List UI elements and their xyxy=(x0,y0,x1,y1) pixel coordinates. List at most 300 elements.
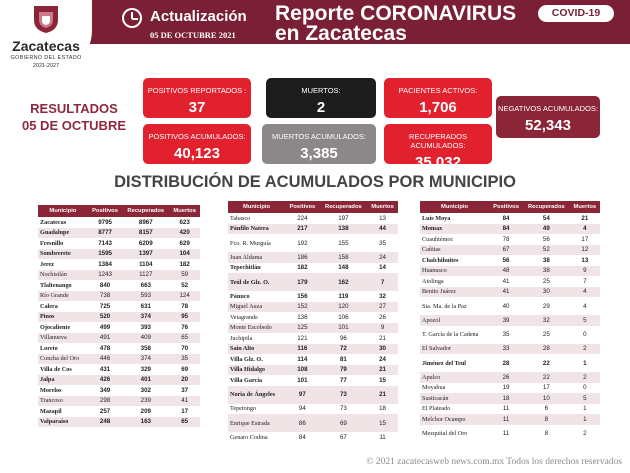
recovered-cell: 119 xyxy=(338,292,349,300)
municipality-name: Villanueva xyxy=(38,333,88,344)
municipality-name: Calera xyxy=(40,302,58,310)
clock-icon xyxy=(122,8,142,28)
positives-cell: 224 xyxy=(297,214,308,222)
table-row xyxy=(420,234,600,245)
deaths-cell: 26 xyxy=(379,313,386,321)
positives-cell: 48 xyxy=(489,266,523,277)
municipality-name: Trancoso xyxy=(38,396,88,407)
table-row xyxy=(228,404,398,415)
municipality-name: Luis Moya xyxy=(422,214,451,222)
municipality-name: Miguel Auza xyxy=(228,302,285,313)
recovered-cell: 162 xyxy=(320,273,367,291)
recovered-cell: 302 xyxy=(140,386,151,394)
municipality-name: Vetagrande xyxy=(230,313,258,321)
positives-cell: 725 xyxy=(99,302,111,310)
recovered-cell: 22 xyxy=(542,359,550,367)
table-row xyxy=(228,273,398,291)
municipality-name: Fresnillo xyxy=(40,239,64,247)
table-row xyxy=(420,245,600,256)
recovered-cell: 28 xyxy=(523,344,570,355)
stat-positivos-acumulados xyxy=(143,124,251,164)
deaths-cell: 13 xyxy=(581,256,589,264)
table-row xyxy=(38,270,200,281)
table-row xyxy=(228,365,398,376)
municipality-name: Sain Alto xyxy=(228,344,285,355)
recovered-cell: 25 xyxy=(542,331,550,338)
positives-cell: 478 xyxy=(99,344,111,352)
column-header: Recuperados xyxy=(320,201,367,213)
positives-cell: 56 xyxy=(502,256,510,264)
municipality-name: Enrique Estrada xyxy=(228,414,285,432)
positives-cell: 217 xyxy=(285,224,320,235)
table-row xyxy=(38,322,200,333)
deaths-cell: 14 xyxy=(379,264,386,272)
stat-label: MUERTOS ACUMULADOS: xyxy=(272,132,366,141)
deaths-cell: 21 xyxy=(367,386,398,404)
stat-value: 2 xyxy=(316,99,326,116)
positives-cell: 33 xyxy=(489,344,523,355)
municipality-name: Genaro Codina xyxy=(230,433,268,441)
deaths-cell: 95 xyxy=(169,312,200,323)
positives-cell: 11 xyxy=(489,414,523,425)
recovered-cell: 54 xyxy=(542,214,550,222)
update-block xyxy=(122,6,252,42)
recovered-cell: 29 xyxy=(542,302,550,310)
table-header-row xyxy=(38,205,200,217)
positives-cell: 840 xyxy=(99,281,111,289)
deaths-cell: 37 xyxy=(181,386,189,394)
deaths-cell: 65 xyxy=(169,333,200,344)
positives-cell: 101 xyxy=(297,376,308,384)
municipality-name: El Plateado xyxy=(422,405,451,413)
municipality-name: Nochistlán xyxy=(38,270,88,281)
recovered-cell: 30 xyxy=(523,287,570,298)
stat-value: 1,706 xyxy=(419,99,457,116)
table-row xyxy=(38,396,200,407)
positives-cell: 1384 xyxy=(98,260,112,268)
municipality-name: Atolinga xyxy=(422,277,444,285)
recovered-cell: 374 xyxy=(122,354,169,365)
recovered-cell: 148 xyxy=(338,264,349,272)
table-row xyxy=(420,326,600,344)
positives-cell: 426 xyxy=(88,375,122,386)
stat-value: 3,385 xyxy=(300,145,338,162)
recovered-cell: 106 xyxy=(338,313,349,321)
column-header: Recuperados xyxy=(122,205,169,217)
table-row xyxy=(420,414,600,425)
deaths-cell: 70 xyxy=(181,344,189,352)
recovered-cell: 358 xyxy=(140,344,151,352)
table-row xyxy=(228,234,398,252)
positives-cell: 349 xyxy=(99,386,111,394)
recovered-cell: 1397 xyxy=(122,249,169,260)
positives-cell: 97 xyxy=(285,386,320,404)
table-row xyxy=(420,354,600,372)
positives-cell: 431 xyxy=(99,365,111,373)
municipality-name: Tepetongo xyxy=(230,405,257,413)
column-header: Municipio xyxy=(228,201,285,213)
recovered-cell: 6 xyxy=(544,405,549,413)
recovered-cell: 593 xyxy=(122,291,169,302)
municipality-name: Tepechitlán xyxy=(230,264,261,272)
stat-recuperados-acumulados xyxy=(384,124,492,171)
deaths-cell: 21 xyxy=(379,334,386,342)
municipality-name: Monte Escobedo xyxy=(228,323,285,334)
positives-cell: 18 xyxy=(489,393,523,404)
positives-cell: 41 xyxy=(489,287,523,298)
municipality-name: Ojocaliente xyxy=(40,323,71,331)
table-row xyxy=(228,344,398,355)
recovered-cell: 6209 xyxy=(138,239,153,247)
positives-cell: 84 xyxy=(298,433,306,441)
recovered-cell: 49 xyxy=(523,224,570,235)
recovered-cell: 374 xyxy=(122,312,169,323)
positives-cell: 1595 xyxy=(88,249,122,260)
recovered-cell: 73 xyxy=(339,405,347,413)
municipality-name: T. García de la Cadena xyxy=(422,331,479,338)
recovered-cell: 79 xyxy=(320,365,367,376)
column-header: Positivos xyxy=(285,201,320,213)
recovered-cell: 8157 xyxy=(122,228,169,239)
table-row xyxy=(228,224,398,235)
table-row xyxy=(228,302,398,313)
table-row xyxy=(38,417,200,428)
deaths-cell: 420 xyxy=(169,228,200,239)
deaths-cell: 27 xyxy=(367,302,398,313)
recovered-cell: 10 xyxy=(523,393,570,404)
recovered-cell: 73 xyxy=(320,386,367,404)
municipality-name: Tlaltenango xyxy=(40,281,72,289)
table-row xyxy=(38,375,200,386)
municipality-name: Huanusco xyxy=(420,266,489,277)
deaths-cell: 35 xyxy=(169,354,200,365)
positives-cell: 156 xyxy=(297,292,308,300)
recovered-cell: 197 xyxy=(338,214,349,222)
deaths-cell: 4 xyxy=(583,302,587,310)
table-row xyxy=(38,280,200,291)
column-header: Muertos xyxy=(570,201,600,213)
table-row xyxy=(38,291,200,302)
positives-cell: 86 xyxy=(285,414,320,432)
deaths-cell: 59 xyxy=(169,270,200,281)
deaths-cell: 2 xyxy=(583,430,587,437)
column-header: Recuperados xyxy=(523,201,570,213)
column-header: Municipio xyxy=(420,201,489,213)
deaths-cell: 24 xyxy=(379,355,386,363)
table-row xyxy=(420,315,600,326)
municipality-name: Cañitas xyxy=(420,245,489,256)
municipality-name: Loreto xyxy=(40,344,58,352)
municipality-name: Tabasco xyxy=(230,214,251,222)
results-date: 05 DE OCTUBRE xyxy=(21,118,127,133)
positives-cell: 520 xyxy=(88,312,122,323)
column-header: Muertos xyxy=(367,201,398,213)
positives-cell: 9795 xyxy=(98,218,112,226)
deaths-cell: 5 xyxy=(570,393,600,404)
deaths-cell: 32 xyxy=(379,292,386,300)
deaths-cell: 15 xyxy=(379,376,386,384)
recovered-cell: 69 xyxy=(320,414,367,432)
recovered-cell: 158 xyxy=(320,252,367,263)
state-logo xyxy=(0,0,92,76)
municipality-name: Susticacán xyxy=(420,393,489,404)
results-heading xyxy=(10,100,138,134)
table-row xyxy=(420,344,600,355)
table-row xyxy=(38,259,200,270)
recovered-cell: 209 xyxy=(140,407,151,415)
positives-cell: 257 xyxy=(99,407,111,415)
deaths-cell: 41 xyxy=(169,396,200,407)
positives-cell: 19 xyxy=(502,384,510,392)
stat-label: PACIENTES ACTIVOS: xyxy=(398,86,478,95)
deaths-cell: 623 xyxy=(179,218,190,226)
deaths-cell: 7 xyxy=(583,277,587,285)
municipality-table-1 xyxy=(38,205,200,427)
stat-pacientes-activos xyxy=(384,78,492,118)
deaths-cell: 4 xyxy=(570,287,600,298)
deaths-cell: 0 xyxy=(583,384,587,392)
table-row xyxy=(228,354,398,365)
table-row xyxy=(228,333,398,344)
stat-label: NEGATIVOS ACUMULADOS: xyxy=(498,104,598,113)
positives-cell: 28 xyxy=(502,359,510,367)
deaths-cell: 52 xyxy=(181,281,189,289)
municipality-name: Chalchihuites xyxy=(422,256,459,264)
positives-cell: 41 xyxy=(502,277,510,285)
positives-cell: 108 xyxy=(285,365,320,376)
municipality-name: Moyahua xyxy=(422,384,446,392)
municipality-name: Pánuco xyxy=(230,292,250,300)
stat-label: POSITIVOS REPORTADOS : xyxy=(147,86,247,95)
deaths-cell: 182 xyxy=(179,260,190,268)
table-row xyxy=(420,213,600,224)
positives-cell: 182 xyxy=(297,264,308,272)
positives-cell: 738 xyxy=(88,291,122,302)
recovered-cell: 409 xyxy=(122,333,169,344)
deaths-cell: 12 xyxy=(570,245,600,256)
municipality-name: Apulco xyxy=(420,372,489,383)
municipality-name: Concha del Oro xyxy=(38,354,88,365)
positives-cell: 116 xyxy=(285,344,320,355)
stat-negativos-acumulados xyxy=(496,96,600,138)
deaths-cell: 65 xyxy=(169,417,200,428)
table-row xyxy=(228,252,398,263)
column-header: Positivos xyxy=(88,205,122,217)
municipality-name: Mazapil xyxy=(40,407,62,415)
table-row xyxy=(38,333,200,344)
table-row xyxy=(420,297,600,315)
stat-positivos-reportados xyxy=(143,78,251,118)
deaths-cell: 104 xyxy=(169,249,200,260)
deaths-cell: 629 xyxy=(179,239,190,247)
municipality-name: Benito Juárez xyxy=(420,287,489,298)
recovered-cell: 32 xyxy=(523,315,570,326)
recovered-cell: 138 xyxy=(320,224,367,235)
deaths-cell: 7 xyxy=(367,273,398,291)
positives-cell: 248 xyxy=(88,417,122,428)
positives-cell: 94 xyxy=(298,405,306,413)
positives-cell: 125 xyxy=(285,323,320,334)
recovered-cell: 81 xyxy=(339,355,347,363)
deaths-cell: 20 xyxy=(169,375,200,386)
deaths-cell: 30 xyxy=(367,344,398,355)
recovered-cell: 56 xyxy=(542,235,550,243)
table-row xyxy=(38,343,200,354)
stat-label: RECUPERADOS ACUMULADOS: xyxy=(409,132,467,150)
positives-cell: 298 xyxy=(88,396,122,407)
deaths-cell: 17 xyxy=(181,407,189,415)
results-line1: RESULTADOS xyxy=(30,101,118,116)
positives-cell: 114 xyxy=(297,355,308,363)
positives-cell: 11 xyxy=(502,405,510,413)
recovered-cell: 17 xyxy=(542,384,550,392)
municipality-name: Melchor Ocampo xyxy=(420,414,489,425)
table-row xyxy=(420,255,600,266)
municipality-name: Río Grande xyxy=(38,291,88,302)
municipality-name: Juchipila xyxy=(230,334,253,342)
table-row xyxy=(38,354,200,365)
municipality-name: Pánfilo Natera xyxy=(228,224,285,235)
table-row xyxy=(38,385,200,396)
positives-cell: 491 xyxy=(88,333,122,344)
deaths-cell: 15 xyxy=(367,414,398,432)
coat-of-arms-icon xyxy=(30,4,62,34)
table-header-row xyxy=(228,201,398,213)
table-row xyxy=(228,323,398,334)
municipality-table-3 xyxy=(420,201,600,443)
municipality-name: Noria de Ángeles xyxy=(228,386,285,404)
municipality-name: Villa Glz. O. xyxy=(230,355,263,363)
recovered-cell: 22 xyxy=(523,372,570,383)
positives-cell: 67 xyxy=(489,245,523,256)
municipality-name: Jiménez del Teul xyxy=(422,359,466,367)
table-row xyxy=(38,364,200,375)
positives-cell: 26 xyxy=(489,372,523,383)
table-row xyxy=(38,301,200,312)
deaths-cell: 69 xyxy=(181,365,189,373)
stat-muertos xyxy=(266,78,376,118)
positives-cell: 179 xyxy=(285,273,320,291)
table-row xyxy=(420,276,600,287)
recovered-cell: 96 xyxy=(339,334,347,342)
recovered-cell: 8 xyxy=(544,430,549,437)
report-subtitle: en Zacatecas xyxy=(275,22,407,45)
deaths-cell: 2 xyxy=(570,372,600,383)
municipality-table-2 xyxy=(228,201,398,443)
recovered-cell: 25 xyxy=(542,277,550,285)
table-row xyxy=(38,312,200,323)
table-row xyxy=(420,383,600,394)
table-row xyxy=(38,249,200,260)
deaths-cell: 0 xyxy=(583,331,587,338)
table-row xyxy=(228,291,398,302)
stat-value: 40,123 xyxy=(174,145,220,162)
report-title: Reporte CORONAVIRUS xyxy=(275,2,517,25)
municipality-name: Guadalupe xyxy=(38,228,88,239)
table-row xyxy=(420,266,600,277)
municipality-name: Cuauhtémoc xyxy=(422,235,454,243)
municipality-name: Mezquital del Oro xyxy=(422,430,468,437)
deaths-cell: 18 xyxy=(379,405,386,413)
recovered-cell: 120 xyxy=(320,302,367,313)
positives-cell: 84 xyxy=(489,224,523,235)
positives-cell: 446 xyxy=(88,354,122,365)
municipality-name: El Salvador xyxy=(420,344,489,355)
positives-cell: 7143 xyxy=(98,239,112,247)
positives-cell: 121 xyxy=(297,334,308,342)
recovered-cell: 77 xyxy=(339,376,347,384)
deaths-cell: 1 xyxy=(570,414,600,425)
deaths-cell: 4 xyxy=(570,224,600,235)
positives-cell: 11 xyxy=(502,430,510,437)
stat-muertos-acumulados xyxy=(262,124,376,164)
table-header-row xyxy=(420,201,600,213)
table-row xyxy=(228,375,398,386)
table-row xyxy=(228,432,398,443)
municipality-name: Morelos xyxy=(40,386,62,394)
stat-label: MUERTOS: xyxy=(301,86,341,95)
municipality-name: Apozol xyxy=(420,315,489,326)
municipality-name: Momax xyxy=(420,224,489,235)
deaths-cell: 2 xyxy=(570,344,600,355)
recovered-cell: 155 xyxy=(338,239,349,247)
stat-value: 52,343 xyxy=(525,117,571,134)
deaths-cell: 5 xyxy=(570,315,600,326)
column-header: Municipio xyxy=(38,205,88,217)
table-row xyxy=(38,228,200,239)
positives-cell: 40 xyxy=(502,302,510,310)
recovered-cell: 52 xyxy=(523,245,570,256)
municipality-name: Villa Hidalgo xyxy=(228,365,285,376)
table-row xyxy=(228,414,398,432)
logo-subtitle: GOBIERNO DEL ESTADO xyxy=(10,55,82,61)
recovered-cell: 631 xyxy=(140,302,151,310)
recovered-cell: 8 xyxy=(523,414,570,425)
table-row xyxy=(420,393,600,404)
recovered-cell: 239 xyxy=(122,396,169,407)
table-row xyxy=(420,224,600,235)
recovered-cell: 8967 xyxy=(138,218,153,226)
recovered-cell: 1104 xyxy=(139,260,153,268)
municipality-name: Villa García xyxy=(230,376,263,384)
recovered-cell: 663 xyxy=(140,281,151,289)
covid-badge: COVID-19 xyxy=(538,5,614,22)
municipality-name: Teúl de Glz. O. xyxy=(228,273,285,291)
positives-cell: 84 xyxy=(502,214,510,222)
table-row xyxy=(38,217,200,228)
update-title: Actualización xyxy=(150,8,247,25)
recovered-cell: 38 xyxy=(542,256,550,264)
municipality-name: Jalpa xyxy=(38,375,88,386)
deaths-cell: 17 xyxy=(581,235,589,243)
deaths-cell: 35 xyxy=(379,239,386,247)
logo-years: 2021-2027 xyxy=(32,63,60,69)
column-header: Muertos xyxy=(169,205,200,217)
deaths-cell: 11 xyxy=(379,433,386,441)
recovered-cell: 38 xyxy=(523,266,570,277)
deaths-cell: 78 xyxy=(181,302,189,310)
table-row xyxy=(420,404,600,415)
deaths-cell: 44 xyxy=(367,224,398,235)
table-row xyxy=(38,238,200,249)
municipality-name: Fco. R. Murguía xyxy=(230,239,271,247)
positives-cell: 78 xyxy=(502,235,510,243)
deaths-cell: 21 xyxy=(367,365,398,376)
deaths-cell: 13 xyxy=(379,214,386,222)
deaths-cell: 76 xyxy=(181,323,189,331)
table-row xyxy=(38,406,200,417)
recovered-cell: 329 xyxy=(140,365,151,373)
